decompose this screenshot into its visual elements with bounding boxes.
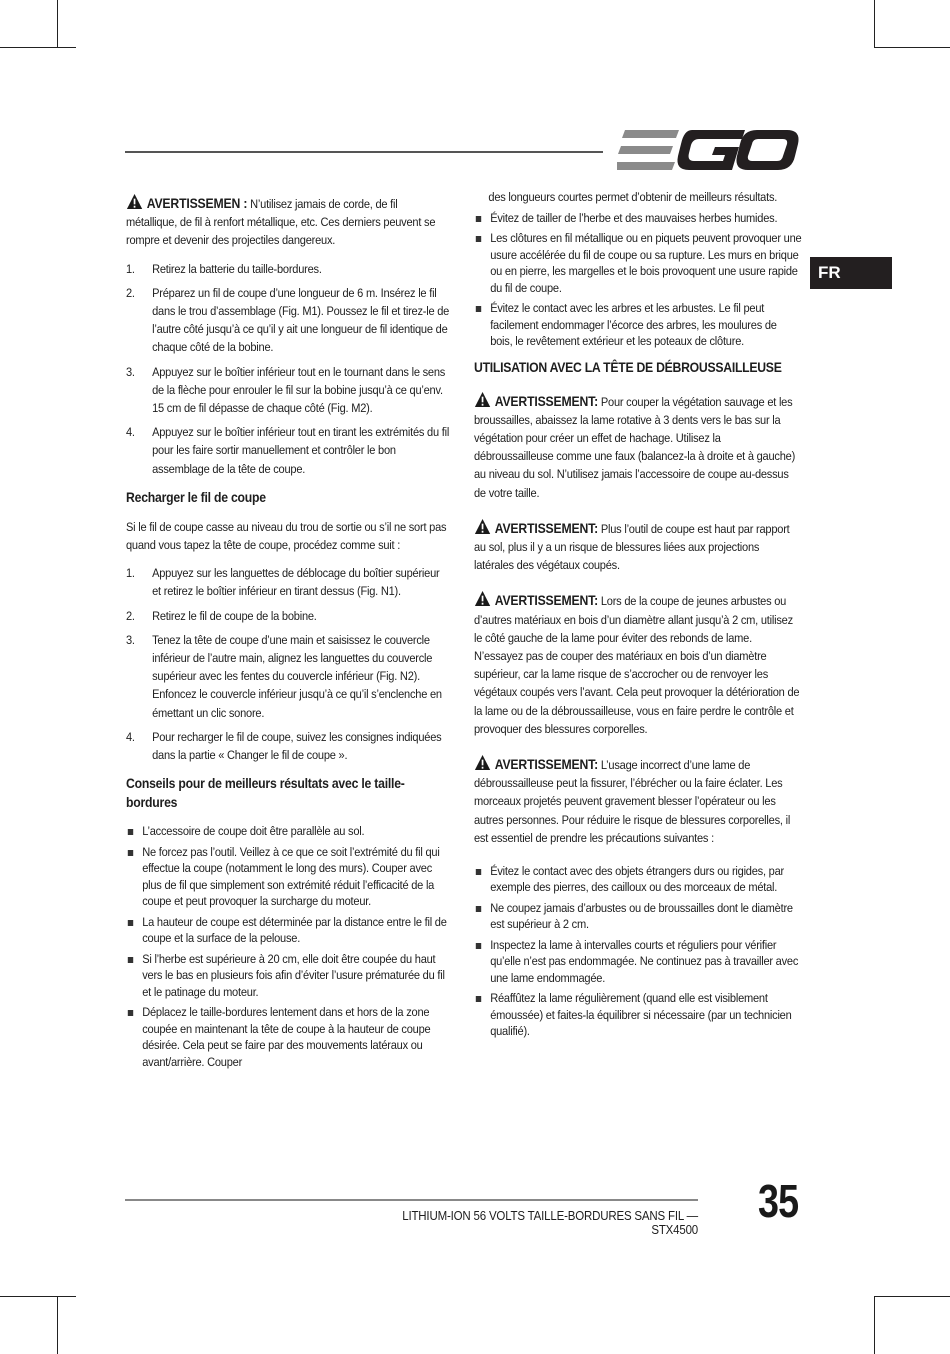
tip-text: Les clôtures en fil métallique ou en piquets peuvent provoquer une usure accélérée du fil de coupe ou sa rupture. Les murs en brique ou en pierre, les margelles et le bois provoquent une usure rapide du fil de coupe. <box>490 231 802 295</box>
step-text: Retirez la batterie du taille-bordures. <box>152 261 322 276</box>
warning-triangle-icon <box>126 193 143 210</box>
warning-lead: AVERTISSEMENT: <box>494 593 599 609</box>
step-text: Pour recharger le fil de coupe, suivez les consignes indiquées dans la partie « Changer le fil de coupe ». <box>152 729 442 763</box>
precaution-text: Évitez le contact avec des objets étrangers durs ou rigides, par exemple des pierres, des cailloux ou des morceaux de métal. <box>490 863 785 895</box>
warning-text: Plus l’outil de coupe est haut par rapport au sol, plus il y a un risque de blessures liées aux projections latérales des végétaux coupés. <box>474 521 790 573</box>
steps-list-line-assembly <box>126 260 451 478</box>
list-item <box>126 260 451 278</box>
bullet-square-icon <box>128 920 133 926</box>
language-tab: FR <box>810 257 892 289</box>
steps-list-recharge <box>126 564 451 764</box>
list-item <box>474 937 802 987</box>
precautions-list <box>474 863 802 1040</box>
tip-text: Ne forcez pas l’outil. Veillez à ce que ce soit l’extrémité du fil qui effectue la coupe (notamment le long des murs). Couper avec plus de fil que simplement son extrémité réduit l’efficacité de la coupe et peut provoquer la surcharge du moteur. <box>142 844 440 909</box>
crop-mark <box>874 1296 875 1354</box>
list-item <box>126 844 451 910</box>
step-text: Retirez le fil de coupe de la bobine. <box>152 608 317 623</box>
step-number: 1. <box>126 566 135 581</box>
tip-text: Déplacez le taille-bordures lentement dans et hors de la zone coupée en maintenant la tête de coupe à la hauteur de coupe désirée. Cela peut se faire par des mouvements latéraux ou avant/arrière. Couper <box>142 1005 431 1069</box>
footer-rule <box>125 1199 698 1201</box>
warning-lead: AVERTISSEMENT: <box>494 520 599 536</box>
step-text: Appuyez sur le boîtier inférieur tout en le tournant dans le sens de la flèche pour enrouler le fil sur la bobine jusqu’à ce qu’env. 15 cm de fil dépasse de chaque côté (Fig. M2). <box>152 364 446 416</box>
tip-text: La hauteur de coupe est déterminée par la distance entre le fil de coupe et la surface de la pelouse. <box>142 914 447 946</box>
step-number: 2. <box>126 608 135 623</box>
list-item <box>126 728 451 764</box>
step-text: Tenez la tête de coupe d’une main et saisissez le couvercle inférieur de l’autre main, alignez les languettes du couvercle supérieur avec les fentes du couvercle inférieur (Fig. N2). Enfoncez le couvercle inférieur jusqu’à ce qu’il s’enclenche en émettant un clic sonore. <box>152 632 442 720</box>
list-item <box>126 284 451 357</box>
tips-list-continued <box>474 210 802 350</box>
tip-text: Évitez le contact avec les arbres et les arbustes. Le fil peut facilement endommager l’écorce des arbres, les moulures de bois, le revêtement extérieur et les poteaux de clôture. <box>490 301 777 348</box>
right-column <box>474 189 802 1048</box>
list-item <box>126 363 451 418</box>
tip-text: L’accessoire de coupe doit être parallèle au sol. <box>142 824 365 839</box>
warning-block <box>474 590 802 738</box>
precaution-text: Ne coupez jamais d’arbustes ou de broussailles dont le diamètre est supérieur à 2 cm. <box>490 900 793 932</box>
bullet-square-icon <box>476 216 481 222</box>
list-item <box>126 823 451 840</box>
step-number: 4. <box>126 729 135 744</box>
crop-mark <box>0 47 76 48</box>
list-item <box>474 990 802 1040</box>
warning-text: Pour couper la végétation sauvage et les broussailles, abaissez la lame rotative à 3 dents vers le bas sur la végétation pour créer un effet de hachage. Utilisez la débroussailleuse comme une faux (balancez-la à droite et à gauche) au niveau du sol. N’utilisez jamais l’accessoire de coupe au-dessus de votre taille. <box>474 394 796 500</box>
list-item <box>474 210 802 227</box>
header-rule <box>125 151 603 153</box>
step-number: 4. <box>126 425 135 440</box>
warning-triangle-icon <box>474 518 491 535</box>
list-item <box>126 423 451 478</box>
step-text: Appuyez sur le boîtier inférieur tout en tirant les extrémités du fil pour les faire sortir manuellement et contrôler le bon assemblage de la tête de coupe. <box>152 425 450 476</box>
list-item <box>474 863 802 896</box>
warning-text: N’utilisez jamais de corde, de fil métallique, de fil à renfort métallique, etc. Ces derniers peuvent se rompre et devenir des projectiles dangereux. <box>126 197 436 248</box>
section-heading-recharge: Recharger le fil de coupe <box>126 489 266 505</box>
list-item <box>126 951 451 1001</box>
step-number: 1. <box>126 261 135 276</box>
list-item <box>126 607 451 625</box>
list-item <box>126 914 451 947</box>
warning-triangle-icon <box>474 391 491 408</box>
bullet-square-icon <box>128 829 133 835</box>
crop-mark <box>874 0 875 47</box>
warning-block <box>474 518 802 575</box>
bullet-square-icon <box>128 1010 133 1016</box>
warning-triangle-icon <box>474 754 491 771</box>
step-text: Appuyez sur les languettes de déblocage du boîtier supérieur et retirez le boîtier inférieur en tirant dessus (Fig. N1). <box>152 566 440 599</box>
bullet-square-icon <box>476 996 481 1002</box>
warning-triangle-icon <box>474 590 491 607</box>
left-column <box>126 193 451 1078</box>
bullet-square-icon <box>476 906 481 912</box>
list-item <box>126 1004 451 1070</box>
warning-lead: AVERTISSEMENT: <box>494 393 599 409</box>
step-number: 3. <box>126 632 135 647</box>
tips-list <box>126 823 451 1070</box>
warning-lead: AVERTISSEMENT: <box>494 756 599 772</box>
warning-text: Lors de la coupe de jeunes arbustes ou d’autres matériaux en bois d’un diamètre allant jusqu’à 2 cm, utilisez le côté gauche de la lame pour éviter des rebonds de lame. N’essayez pas de couper des matériaux en bois d’un diamètre supérieur, car la lame risque de s’accrocher ou de renvoyer les végétaux coupés vers l’avant. Cela peut provoquer la détérioration de la lame ou de la débroussailleuse, vous en faire perdre le contrôle et provoquer des blessures corporelles. <box>474 594 800 736</box>
page-number: 35 <box>758 1175 799 1227</box>
list-item <box>126 564 451 600</box>
crop-mark <box>874 1296 950 1297</box>
bullet-square-icon <box>128 957 133 963</box>
bullet-square-icon <box>476 306 481 312</box>
bullet-square-icon <box>476 943 481 949</box>
crop-mark <box>57 0 58 47</box>
bullet-square-icon <box>476 869 481 875</box>
step-number: 2. <box>126 285 135 300</box>
tip-text: Si l’herbe est supérieure à 20 cm, elle doit être coupée du haut vers le bas en plusieurs fois afin d’éviter l’usure prématurée du fil et le patinage du moteur. <box>142 951 445 999</box>
precaution-text: Inspectez la lame à intervalles courts et réguliers pour vérifier qu’elle n’est pas endommagée. Ne continuez pas à travailler avec une lame endommagée. <box>490 937 799 985</box>
tip-text: Évitez de tailler de l’herbe et des mauvaises herbes humides. <box>490 210 778 225</box>
list-item <box>126 631 451 722</box>
warning-block <box>474 754 802 847</box>
precaution-text: Réaffûtez la lame régulièrement (quand elle est visiblement émoussée) et faites-la équilibrer si nécessaire (par un technicien qualifié). <box>490 991 792 1039</box>
section-heading-tips: Conseils pour de meilleurs résultats avec le taille-bordures <box>126 776 405 811</box>
bullet-square-icon <box>476 236 481 242</box>
step-number: 3. <box>126 364 135 379</box>
footer-title: LITHIUM-ION 56 VOLTS TAILLE-BORDURES SANS FIL — STX4500 <box>402 1209 698 1237</box>
bullet-square-icon <box>128 850 133 856</box>
recharge-intro: Si le fil de coupe casse au niveau du trou de sortie ou s’il ne sort pas quand vous tapez la tête de coupe, procédez comme suit : <box>126 519 447 553</box>
list-item <box>474 230 802 296</box>
warning-lead: AVERTISSEMEN : <box>146 196 248 211</box>
warning-block <box>474 391 802 502</box>
list-item <box>474 300 802 350</box>
crop-mark <box>874 47 950 48</box>
warning-rope <box>126 193 451 250</box>
section-heading-brushcutter: UTILISATION AVEC LA TÊTE DE DÉBROUSSAILLEUSE <box>474 359 782 375</box>
crop-mark <box>57 1296 58 1354</box>
crop-mark <box>0 1296 76 1297</box>
warning-text: L’usage incorrect d’une lame de débroussailleuse peut la fissurer, l’ébrécher ou la faire éclater. Les morceaux projetés peuvent gravement blesser l’opérateur ou les autres personnes. Pour réduire le risque de blessures corporelles, il est essentiel de prendre les précautions suivantes : <box>474 757 791 845</box>
step-text: Préparez un fil de coupe d’une longueur de 6 m. Insérez le fil dans le trou d’assemblage (Fig. M1). Poussez le fil et tirez-le de l’autre côté jusqu’à ce qu’il y ait une longueur de fil identique de chaque côté de la bobine. <box>152 285 450 355</box>
tip-continued: des longueurs courtes permet d’obtenir de meilleurs résultats. <box>488 190 778 204</box>
ego-logo <box>617 128 799 172</box>
list-item <box>474 900 802 933</box>
